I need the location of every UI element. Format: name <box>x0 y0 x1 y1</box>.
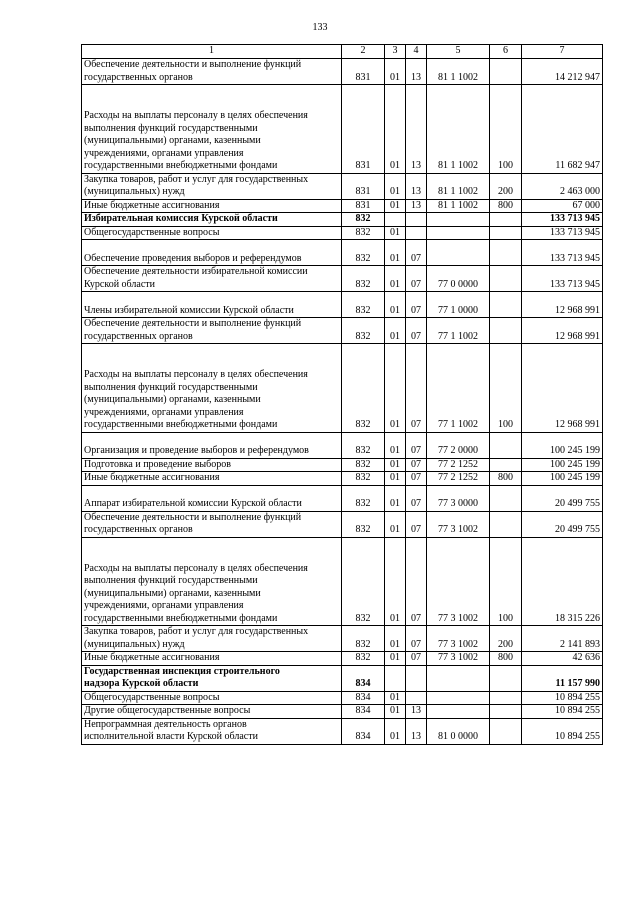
code-expense-type <box>490 432 522 458</box>
row-label-line: Расходы на выплаты персоналу в целях обеспечения <box>84 562 308 574</box>
code-target: 77 3 1002 <box>427 626 490 652</box>
table-row <box>82 266 603 292</box>
code-expense-type: 800 <box>490 472 522 486</box>
table-row <box>82 511 603 537</box>
table-row <box>82 240 603 266</box>
col-header: 7 <box>522 45 603 59</box>
code-section: 01 <box>385 266 406 292</box>
code-section: 01 <box>385 240 406 266</box>
row-label <box>82 665 342 691</box>
table-row <box>82 691 603 705</box>
table-row <box>82 173 603 199</box>
row-label <box>82 199 342 213</box>
row-label <box>82 226 342 240</box>
code-expense-type <box>490 705 522 719</box>
code-subsection: 07 <box>406 458 427 472</box>
row-label-line: Закупка товаров, работ и услуг для государственных <box>84 173 309 185</box>
code-expense-type <box>490 511 522 537</box>
code-admin: 832 <box>342 472 385 486</box>
code-subsection: 07 <box>406 626 427 652</box>
code-section: 01 <box>385 173 406 199</box>
code-section: 01 <box>385 344 406 433</box>
table-row <box>82 292 603 318</box>
code-admin: 832 <box>342 318 385 344</box>
table-row <box>82 718 603 744</box>
code-target <box>427 665 490 691</box>
row-label-line <box>84 240 339 253</box>
code-admin: 832 <box>342 344 385 433</box>
code-expense-type <box>490 266 522 292</box>
row-label-line: Организация и проведение выборов и референдумов <box>84 445 309 456</box>
code-subsection: 13 <box>406 705 427 719</box>
code-expense-type <box>490 718 522 744</box>
code-subsection: 07 <box>406 266 427 292</box>
code-section: 01 <box>385 85 406 174</box>
row-label-line: государственными внебюджетными фондами <box>84 419 278 430</box>
code-admin: 832 <box>342 266 385 292</box>
amount: 133 713 945 <box>522 240 603 266</box>
row-label-line: государственными внебюджетными фондами <box>84 160 278 171</box>
budget-table <box>81 44 603 745</box>
row-label <box>82 472 342 486</box>
code-subsection: 07 <box>406 485 427 511</box>
code-subsection <box>406 691 427 705</box>
table-row <box>82 652 603 666</box>
row-label-line: Обеспечение деятельности и выполнение функций <box>84 318 302 329</box>
amount: 18 315 226 <box>522 537 603 626</box>
code-target: 81 1 1002 <box>427 85 490 174</box>
code-subsection: 07 <box>406 432 427 458</box>
table-row <box>82 226 603 240</box>
row-label-line: государственных органов <box>84 524 193 535</box>
row-label <box>82 485 342 511</box>
code-expense-type <box>490 485 522 511</box>
code-section: 01 <box>385 652 406 666</box>
table-row <box>82 472 603 486</box>
code-section: 01 <box>385 485 406 511</box>
amount: 11 157 990 <box>522 665 603 691</box>
code-admin: 832 <box>342 652 385 666</box>
row-label-line: Общегосударственные вопросы <box>84 691 220 703</box>
code-subsection: 07 <box>406 344 427 433</box>
row-label-line: Курской области <box>84 278 155 290</box>
amount: 12 968 991 <box>522 344 603 433</box>
row-label <box>82 511 342 537</box>
code-subsection: 13 <box>406 199 427 213</box>
row-label <box>82 266 342 292</box>
row-label-line: (муниципальными) органами, казенными <box>84 135 261 146</box>
code-admin: 832 <box>342 626 385 652</box>
code-section: 01 <box>385 718 406 744</box>
code-admin: 831 <box>342 85 385 174</box>
row-label-line: (муниципальных) нужд <box>84 186 185 197</box>
code-admin: 831 <box>342 59 385 85</box>
code-subsection: 13 <box>406 85 427 174</box>
code-expense-type: 100 <box>490 344 522 433</box>
code-section: 01 <box>385 705 406 719</box>
code-admin: 832 <box>342 226 385 240</box>
row-label-line: учреждениями, органами управления <box>84 406 244 418</box>
row-label-line: Подготовка и проведение выборов <box>84 458 231 470</box>
table-row <box>82 458 603 472</box>
col-header: 6 <box>490 45 522 59</box>
row-label-line <box>84 486 339 499</box>
code-subsection: 13 <box>406 718 427 744</box>
row-label-line <box>84 98 339 111</box>
row-label-line <box>84 344 339 357</box>
code-admin: 834 <box>342 705 385 719</box>
row-label <box>82 432 342 458</box>
code-target: 77 3 0000 <box>427 485 490 511</box>
col-header: 5 <box>427 45 490 59</box>
row-label-line: Непрограммная деятельность органов <box>84 718 247 730</box>
code-admin: 834 <box>342 691 385 705</box>
row-label-line: Иные бюджетные ассигнования <box>84 472 220 483</box>
amount: 2 141 893 <box>522 626 603 652</box>
row-label-line: Расходы на выплаты персоналу в целях обеспечения <box>84 110 308 121</box>
code-expense-type: 800 <box>490 199 522 213</box>
code-subsection: 07 <box>406 652 427 666</box>
code-target: 77 2 1252 <box>427 472 490 486</box>
code-admin: 832 <box>342 537 385 626</box>
amount: 100 245 199 <box>522 472 603 486</box>
code-target: 77 2 1252 <box>427 458 490 472</box>
code-section: 01 <box>385 59 406 85</box>
code-admin: 832 <box>342 485 385 511</box>
table-row <box>82 665 603 691</box>
row-label-line: Избирательная комиссия Курской области <box>84 213 278 224</box>
row-label <box>82 718 342 744</box>
code-expense-type: 200 <box>490 173 522 199</box>
table-row <box>82 85 603 174</box>
row-label <box>82 59 342 85</box>
amount: 10 894 255 <box>522 718 603 744</box>
row-label-line <box>84 357 339 370</box>
row-label-line: Государственная инспекция строительного <box>84 665 280 677</box>
row-label-line: учреждениями, органами управления <box>84 600 244 611</box>
code-target: 81 1 1002 <box>427 59 490 85</box>
code-admin: 832 <box>342 292 385 318</box>
code-subsection: 07 <box>406 511 427 537</box>
code-target <box>427 691 490 705</box>
amount: 2 463 000 <box>522 173 603 199</box>
row-label <box>82 652 342 666</box>
row-label <box>82 691 342 705</box>
code-subsection: 07 <box>406 240 427 266</box>
code-target <box>427 240 490 266</box>
row-label-line: Члены избирательной комиссии Курской области <box>84 304 294 316</box>
row-label-line: Иные бюджетные ассигнования <box>84 652 220 663</box>
row-label-line: учреждениями, органами управления <box>84 147 244 159</box>
code-section: 01 <box>385 511 406 537</box>
row-label-line: выполнения функций государственными <box>84 381 258 393</box>
row-label <box>82 213 342 227</box>
code-admin: 832 <box>342 432 385 458</box>
code-section: 01 <box>385 458 406 472</box>
code-admin: 831 <box>342 173 385 199</box>
code-subsection: 07 <box>406 292 427 318</box>
row-label-line: выполнения функций государственными <box>84 122 258 134</box>
code-admin: 832 <box>342 458 385 472</box>
header-row <box>82 45 603 59</box>
code-admin: 832 <box>342 213 385 227</box>
row-label-line: Другие общегосударственные вопросы <box>84 705 251 716</box>
code-admin: 834 <box>342 718 385 744</box>
row-label <box>82 344 342 433</box>
code-expense-type <box>490 213 522 227</box>
row-label-line: Общегосударственные вопросы <box>84 226 220 238</box>
row-label <box>82 458 342 472</box>
amount: 100 245 199 <box>522 458 603 472</box>
code-subsection: 07 <box>406 537 427 626</box>
code-admin: 832 <box>342 240 385 266</box>
code-target <box>427 226 490 240</box>
col-header: 4 <box>406 45 427 59</box>
table-row <box>82 59 603 85</box>
amount: 10 894 255 <box>522 705 603 719</box>
amount: 42 636 <box>522 652 603 666</box>
row-label <box>82 85 342 174</box>
amount: 12 968 991 <box>522 318 603 344</box>
code-expense-type: 100 <box>490 537 522 626</box>
col-header: 3 <box>385 45 406 59</box>
row-label-line <box>84 538 339 551</box>
code-subsection: 13 <box>406 59 427 85</box>
amount: 20 499 755 <box>522 485 603 511</box>
amount: 12 968 991 <box>522 292 603 318</box>
code-expense-type: 200 <box>490 626 522 652</box>
table-row <box>82 318 603 344</box>
code-expense-type <box>490 665 522 691</box>
code-subsection <box>406 213 427 227</box>
table-row <box>82 432 603 458</box>
code-expense-type <box>490 59 522 85</box>
code-subsection: 07 <box>406 318 427 344</box>
code-section: 01 <box>385 199 406 213</box>
row-label-line: надзора Курской области <box>84 678 199 689</box>
row-label-line <box>84 550 339 563</box>
amount: 133 713 945 <box>522 266 603 292</box>
amount: 133 713 945 <box>522 226 603 240</box>
table-row <box>82 344 603 433</box>
code-target: 77 3 1002 <box>427 537 490 626</box>
row-label-line: (муниципальных) нужд <box>84 638 185 650</box>
amount: 10 894 255 <box>522 691 603 705</box>
amount: 14 212 947 <box>522 59 603 85</box>
amount: 100 245 199 <box>522 432 603 458</box>
code-target: 77 2 0000 <box>427 432 490 458</box>
row-label-line: выполнения функций государственными <box>84 575 258 586</box>
code-expense-type: 100 <box>490 85 522 174</box>
row-label-line <box>84 433 339 446</box>
amount: 133 713 945 <box>522 213 603 227</box>
row-label-line: Обеспечение проведения выборов и референдумов <box>84 252 302 264</box>
amount: 67 000 <box>522 199 603 213</box>
code-section: 01 <box>385 432 406 458</box>
code-target: 77 1 1002 <box>427 318 490 344</box>
table-row <box>82 199 603 213</box>
table-row <box>82 485 603 511</box>
row-label-line: государственными внебюджетными фондами <box>84 612 278 624</box>
code-expense-type <box>490 691 522 705</box>
code-expense-type <box>490 458 522 472</box>
code-subsection <box>406 665 427 691</box>
code-admin: 832 <box>342 511 385 537</box>
row-label-line <box>84 292 339 305</box>
code-subsection: 07 <box>406 472 427 486</box>
code-admin: 834 <box>342 665 385 691</box>
row-label-line <box>84 85 339 98</box>
row-label-line: Обеспечение деятельности и выполнение функций <box>84 59 302 70</box>
code-expense-type <box>490 292 522 318</box>
code-expense-type <box>490 226 522 240</box>
row-label <box>82 240 342 266</box>
code-section: 01 <box>385 537 406 626</box>
row-label <box>82 537 342 626</box>
code-target: 81 1 1002 <box>427 173 490 199</box>
code-section: 01 <box>385 626 406 652</box>
code-section: 01 <box>385 472 406 486</box>
code-section <box>385 213 406 227</box>
page-number: 133 <box>312 22 328 33</box>
amount: 11 682 947 <box>522 85 603 174</box>
row-label-line: Расходы на выплаты персоналу в целях обеспечения <box>84 369 308 380</box>
table-row <box>82 705 603 719</box>
row-label <box>82 173 342 199</box>
row-label-line: Обеспечение деятельности и выполнение функций <box>84 511 302 523</box>
code-section: 01 <box>385 691 406 705</box>
code-admin: 831 <box>342 199 385 213</box>
code-expense-type <box>490 240 522 266</box>
code-expense-type <box>490 318 522 344</box>
code-section: 01 <box>385 318 406 344</box>
col-header: 1 <box>82 45 342 59</box>
code-section <box>385 665 406 691</box>
code-target: 81 1 1002 <box>427 199 490 213</box>
row-label-line: Обеспечение деятельности избирательной комиссии <box>84 266 308 277</box>
row-label <box>82 626 342 652</box>
code-target <box>427 705 490 719</box>
row-label <box>82 705 342 719</box>
code-target <box>427 213 490 227</box>
code-target: 77 1 1002 <box>427 344 490 433</box>
row-label <box>82 318 342 344</box>
row-label-line: государственных органов <box>84 330 193 342</box>
row-label-line: государственных органов <box>84 71 193 83</box>
code-target: 77 3 1002 <box>427 652 490 666</box>
amount: 20 499 755 <box>522 511 603 537</box>
code-target: 77 3 1002 <box>427 511 490 537</box>
code-expense-type: 800 <box>490 652 522 666</box>
code-section: 01 <box>385 226 406 240</box>
code-target: 77 1 0000 <box>427 292 490 318</box>
row-label-line: исполнительной власти Курской области <box>84 731 258 742</box>
row-label-line: Иные бюджетные ассигнования <box>84 199 220 211</box>
table-row <box>82 213 603 227</box>
code-target: 81 0 0000 <box>427 718 490 744</box>
code-section: 01 <box>385 292 406 318</box>
table-row <box>82 537 603 626</box>
code-subsection <box>406 226 427 240</box>
table-row <box>82 626 603 652</box>
col-header: 2 <box>342 45 385 59</box>
row-label <box>82 292 342 318</box>
code-subsection: 13 <box>406 173 427 199</box>
row-label-line: (муниципальными) органами, казенными <box>84 394 261 405</box>
row-label-line: (муниципальными) органами, казенными <box>84 587 261 599</box>
code-target: 77 0 0000 <box>427 266 490 292</box>
row-label-line: Закупка товаров, работ и услуг для государственных <box>84 626 309 637</box>
row-label-line: Аппарат избирательной комиссии Курской области <box>84 498 302 509</box>
